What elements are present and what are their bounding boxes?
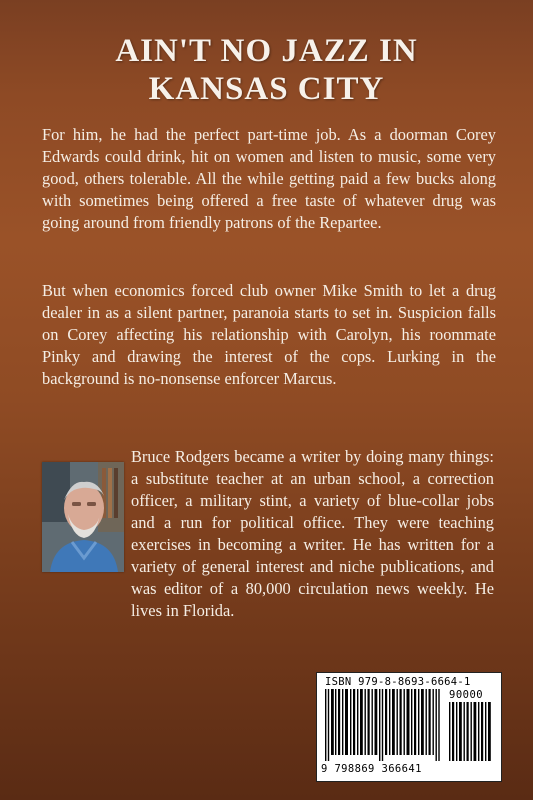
ean-digits: 9 798869 366641	[321, 763, 422, 775]
price-code: 90000	[449, 689, 484, 701]
title-line-1: AIN'T NO JAZZ IN	[115, 33, 418, 69]
title-line-2: KANSAS CITY	[148, 71, 385, 107]
book-title	[0, 32, 533, 108]
author-photo	[42, 462, 124, 572]
isbn-label: ISBN 979-8-8693-6664-1	[325, 676, 471, 688]
blurb-paragraph-1: For him, he had the perfect part-time job. As a doorman Corey Edwards could drink, hit on women and listen to music, some very good, others tolerable. All the while getting paid a few bucks along with sometimes being offered a free taste of whatever drug was going around from friendly patrons of the Repartee.	[42, 125, 496, 232]
author-portrait-image	[42, 462, 124, 572]
blurb-paragraph-2: But when economics forced club owner Mike Smith to let a drug dealer in as a silent partner, paranoia starts to set in. Suspicion falls on Corey affecting his relationship with Carolyn, his roommate Pinky and drawing the interest of the cops. Lurking in the background is no-nonsense enforcer Marcus.	[42, 281, 496, 388]
isbn-barcode	[316, 672, 502, 782]
author-bio: Bruce Rodgers became a writer by doing many things: a substitute teacher at an urban school, a correction officer, a military stint, a variety of blue-collar jobs and a run for political office. They were teaching exercises in becoming a writer. He has written for a variety of general interest and niche publications, and was editor of a 80,000 circulation news weekly. He lives in Florida.	[131, 447, 494, 620]
barcode-addon-bars	[449, 702, 493, 761]
barcode-main-bars	[325, 689, 441, 761]
